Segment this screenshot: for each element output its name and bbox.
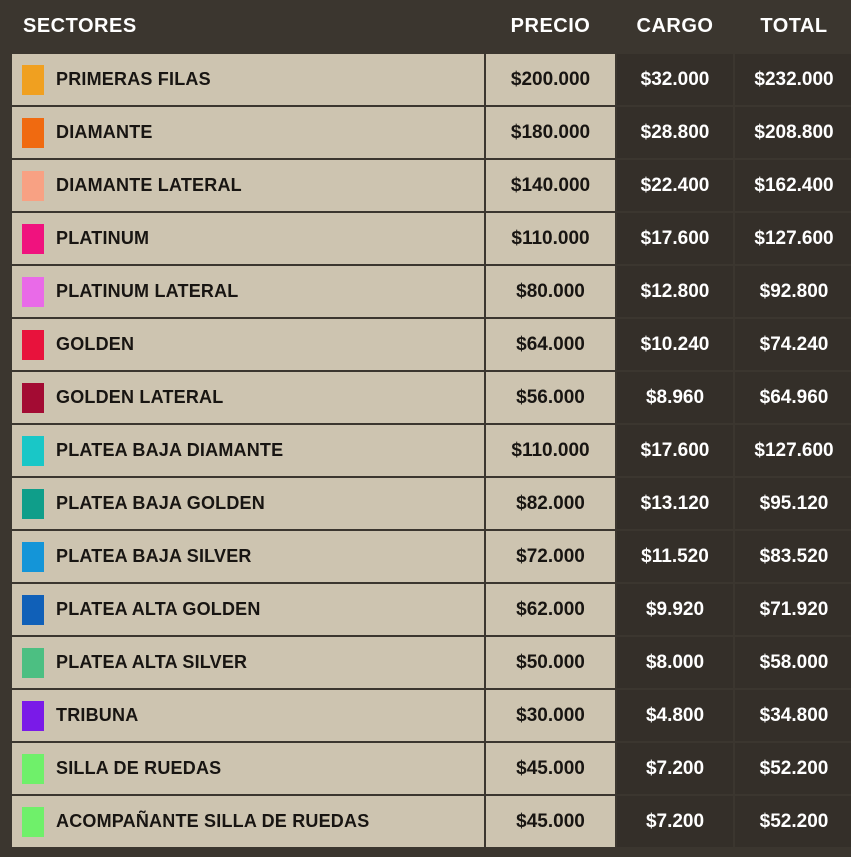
table-header <box>11 0 851 53</box>
sector-color-swatch <box>22 277 44 307</box>
total-cell: $92.800 <box>734 265 851 318</box>
sector-label: PLATINUM <box>56 228 150 248</box>
total-cell: $232.000 <box>734 53 851 106</box>
total-cell: $34.800 <box>734 689 851 742</box>
header-precio: PRECIO <box>485 0 616 53</box>
table-row[interactable] <box>11 159 851 212</box>
cargo-cell: $11.520 <box>616 530 734 583</box>
sector-cell <box>11 106 485 159</box>
precio-cell: $80.000 <box>485 265 616 318</box>
total-cell: $71.920 <box>734 583 851 636</box>
header-sectores: SECTORES <box>11 0 485 53</box>
sector-cell <box>11 795 485 848</box>
cargo-cell: $17.600 <box>616 424 734 477</box>
sector-color-swatch <box>22 595 44 625</box>
header-total: TOTAL <box>734 0 851 53</box>
sector-cell <box>11 212 485 265</box>
sector-cell <box>11 689 485 742</box>
total-cell: $74.240 <box>734 318 851 371</box>
total-cell: $162.400 <box>734 159 851 212</box>
precio-cell: $45.000 <box>485 742 616 795</box>
sector-label: SILLA DE RUEDAS <box>56 758 222 778</box>
table-row[interactable] <box>11 742 851 795</box>
table-row[interactable] <box>11 424 851 477</box>
cargo-cell: $22.400 <box>616 159 734 212</box>
precio-cell: $45.000 <box>485 795 616 848</box>
sector-label: PLATINUM LATERAL <box>56 281 239 301</box>
sector-label: TRIBUNA <box>56 705 139 725</box>
cargo-cell: $28.800 <box>616 106 734 159</box>
sector-cell <box>11 530 485 583</box>
cargo-cell: $13.120 <box>616 477 734 530</box>
sector-cell <box>11 742 485 795</box>
cargo-cell: $9.920 <box>616 583 734 636</box>
sector-cell <box>11 636 485 689</box>
cargo-cell: $8.960 <box>616 371 734 424</box>
sector-label: GOLDEN LATERAL <box>56 387 224 407</box>
table-row[interactable] <box>11 530 851 583</box>
total-cell: $127.600 <box>734 424 851 477</box>
precio-cell: $140.000 <box>485 159 616 212</box>
sector-cell <box>11 477 485 530</box>
table-row[interactable] <box>11 212 851 265</box>
sector-color-swatch <box>22 648 44 678</box>
sector-label: ACOMPAÑANTE SILLA DE RUEDAS <box>56 811 370 831</box>
cargo-cell: $32.000 <box>616 53 734 106</box>
sector-color-swatch <box>22 118 44 148</box>
sector-color-swatch <box>22 489 44 519</box>
sector-label: PLATEA ALTA GOLDEN <box>56 599 261 619</box>
precio-cell: $72.000 <box>485 530 616 583</box>
sector-label: PLATEA BAJA GOLDEN <box>56 493 265 513</box>
precio-cell: $110.000 <box>485 212 616 265</box>
table-row[interactable] <box>11 106 851 159</box>
sector-cell <box>11 583 485 636</box>
table-row[interactable] <box>11 795 851 848</box>
sector-color-swatch <box>22 436 44 466</box>
header-cargo: CARGO <box>616 0 734 53</box>
sector-cell <box>11 318 485 371</box>
precio-cell: $62.000 <box>485 583 616 636</box>
sector-cell <box>11 265 485 318</box>
sector-color-swatch <box>22 224 44 254</box>
price-table <box>10 0 851 849</box>
precio-cell: $64.000 <box>485 318 616 371</box>
table-row[interactable] <box>11 371 851 424</box>
sector-cell <box>11 424 485 477</box>
sector-color-swatch <box>22 807 44 837</box>
cargo-cell: $4.800 <box>616 689 734 742</box>
total-cell: $208.800 <box>734 106 851 159</box>
precio-cell: $200.000 <box>485 53 616 106</box>
total-cell: $83.520 <box>734 530 851 583</box>
table-row[interactable] <box>11 583 851 636</box>
total-cell: $52.200 <box>734 795 851 848</box>
cargo-cell: $17.600 <box>616 212 734 265</box>
sector-label: PLATEA ALTA SILVER <box>56 652 248 672</box>
sector-color-swatch <box>22 330 44 360</box>
sector-label: PLATEA BAJA DIAMANTE <box>56 440 284 460</box>
table-row[interactable] <box>11 318 851 371</box>
sector-color-swatch <box>22 65 44 95</box>
cargo-cell: $7.200 <box>616 742 734 795</box>
precio-cell: $56.000 <box>485 371 616 424</box>
sector-color-swatch <box>22 754 44 784</box>
cargo-cell: $10.240 <box>616 318 734 371</box>
total-cell: $52.200 <box>734 742 851 795</box>
table-row[interactable] <box>11 53 851 106</box>
table-row[interactable] <box>11 265 851 318</box>
precio-cell: $82.000 <box>485 477 616 530</box>
header-row <box>11 0 851 53</box>
sector-label: GOLDEN <box>56 334 135 354</box>
total-cell: $127.600 <box>734 212 851 265</box>
sector-label: PLATEA BAJA SILVER <box>56 546 252 566</box>
precio-cell: $50.000 <box>485 636 616 689</box>
sector-label: DIAMANTE LATERAL <box>56 175 242 195</box>
sector-cell <box>11 159 485 212</box>
table-row[interactable] <box>11 636 851 689</box>
sector-label: DIAMANTE <box>56 122 153 142</box>
precio-cell: $180.000 <box>485 106 616 159</box>
table-body <box>11 53 851 848</box>
cargo-cell: $7.200 <box>616 795 734 848</box>
total-cell: $95.120 <box>734 477 851 530</box>
precio-cell: $110.000 <box>485 424 616 477</box>
sector-color-swatch <box>22 542 44 572</box>
sector-color-swatch <box>22 171 44 201</box>
sector-cell <box>11 53 485 106</box>
cargo-cell: $8.000 <box>616 636 734 689</box>
sector-color-swatch <box>22 383 44 413</box>
table-row[interactable] <box>11 477 851 530</box>
sector-color-swatch <box>22 701 44 731</box>
precio-cell: $30.000 <box>485 689 616 742</box>
table-row[interactable] <box>11 689 851 742</box>
sector-cell <box>11 371 485 424</box>
cargo-cell: $12.800 <box>616 265 734 318</box>
total-cell: $64.960 <box>734 371 851 424</box>
sector-label: PRIMERAS FILAS <box>56 69 211 89</box>
total-cell: $58.000 <box>734 636 851 689</box>
